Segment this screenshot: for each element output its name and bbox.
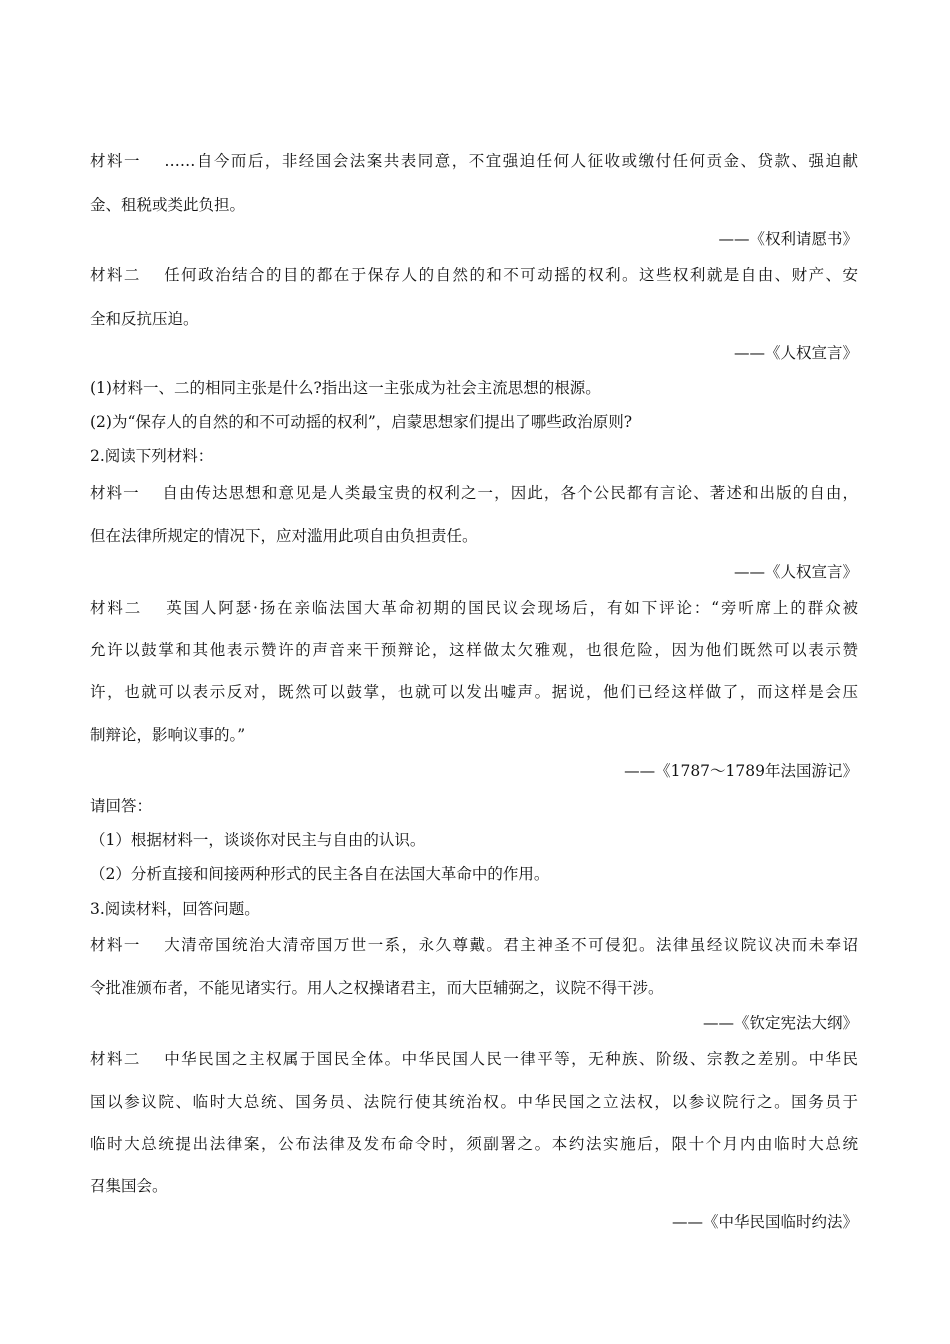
- q3-material1-source: ——《钦定宪法大纲》: [702, 1014, 858, 1032]
- q3-material2-line1: 材料二 中华民国之主权属于国民全体。中华民国人民一律平等，无种族、阶级、宗教之差别。中华民: [90, 1050, 858, 1068]
- q2-question2: （2）分析直接和间接两种形式的民主各自在法国大革命中的作用。: [90, 865, 550, 883]
- q2-material2-source: ——《1787～1789年法国游记》: [624, 762, 858, 780]
- q2-material2-line3: 许，也就可以表示反对，既然可以鼓掌，也就可以发出嘘声。据说，他们已经这样做了，而这样是会压: [90, 683, 858, 701]
- q2-material2-line1: 材料二 英国人阿瑟·扬在亲临法国大革命初期的国民议会现场后，有如下评论：“旁听席上的群众被: [90, 599, 858, 617]
- q3-material1-line1: 材料一 大清帝国统治大清帝国万世一系，永久尊戴。君主神圣不可侵犯。法律虽经议院议决而未奉诏: [90, 936, 858, 954]
- q2-material1-line1: 材料一 自由传达思想和意见是人类最宝贵的权利之一，因此，各个公民都有言论、著述和出版的自由，: [90, 484, 858, 502]
- q1-material1-line2: 金、租税或类此负担。: [90, 196, 246, 214]
- q1-material2-line1: 材料二 任何政治结合的目的都在于保存人的自然的和不可动摇的权利。这些权利就是自由、财产、安: [90, 266, 858, 284]
- q2-prompt: 请回答：: [90, 797, 153, 815]
- q2-question1: （1）根据材料一，谈谈你对民主与自由的认识。: [90, 831, 426, 849]
- q2-material1-source: ——《人权宣言》: [733, 563, 858, 581]
- q2-heading: 2.阅读下列材料：: [90, 447, 214, 465]
- q3-material2-line3: 临时大总统提出法律案，公布法律及发布命令时，须副署之。本约法实施后，限十个月内由临时大总统: [90, 1135, 858, 1153]
- q3-material2-line2: 国以参议院、临时大总统、国务员、法院行使其统治权。中华民国之立法权，以参议院行之。国务员于: [90, 1093, 858, 1111]
- q1-question1: (1)材料一、二的相同主张是什么?指出这一主张成为社会主流思想的根源。: [90, 379, 601, 397]
- q3-heading: 3.阅读材料，回答问题。: [90, 900, 260, 918]
- q1-material1-line1: 材料一 ……自今而后，非经国会法案共表同意，不宜强迫任何人征收或缴付任何贡金、贷款、强迫献: [90, 152, 858, 170]
- q2-material2-line2: 允许以鼓掌和其他表示赞许的声音来干预辩论，这样做太欠雅观，也很危险，因为他们既然可以表示赞: [90, 641, 858, 659]
- q3-material2-line4: 召集国会。: [90, 1177, 168, 1195]
- q2-material2-line4: 制辩论，影响议事的。”: [90, 726, 246, 744]
- q1-material1-source: ——《权利请愿书》: [718, 230, 858, 248]
- q1-material2-line2: 全和反抗压迫。: [90, 310, 199, 328]
- q3-material2-source: ——《中华民国临时约法》: [671, 1213, 858, 1231]
- q3-material1-line2: 令批准颁布者，不能见诸实行。用人之权操诸君主，而大臣辅弼之，议院不得干涉。: [90, 979, 664, 997]
- q1-material2-source: ——《人权宣言》: [733, 344, 858, 362]
- q1-question2: (2)为“保存人的自然的和不可动摇的权利”，启蒙思想家们提出了哪些政治原则?: [90, 413, 633, 431]
- q2-material1-line2: 但在法律所规定的情况下，应对滥用此项自由负担责任。: [90, 527, 478, 545]
